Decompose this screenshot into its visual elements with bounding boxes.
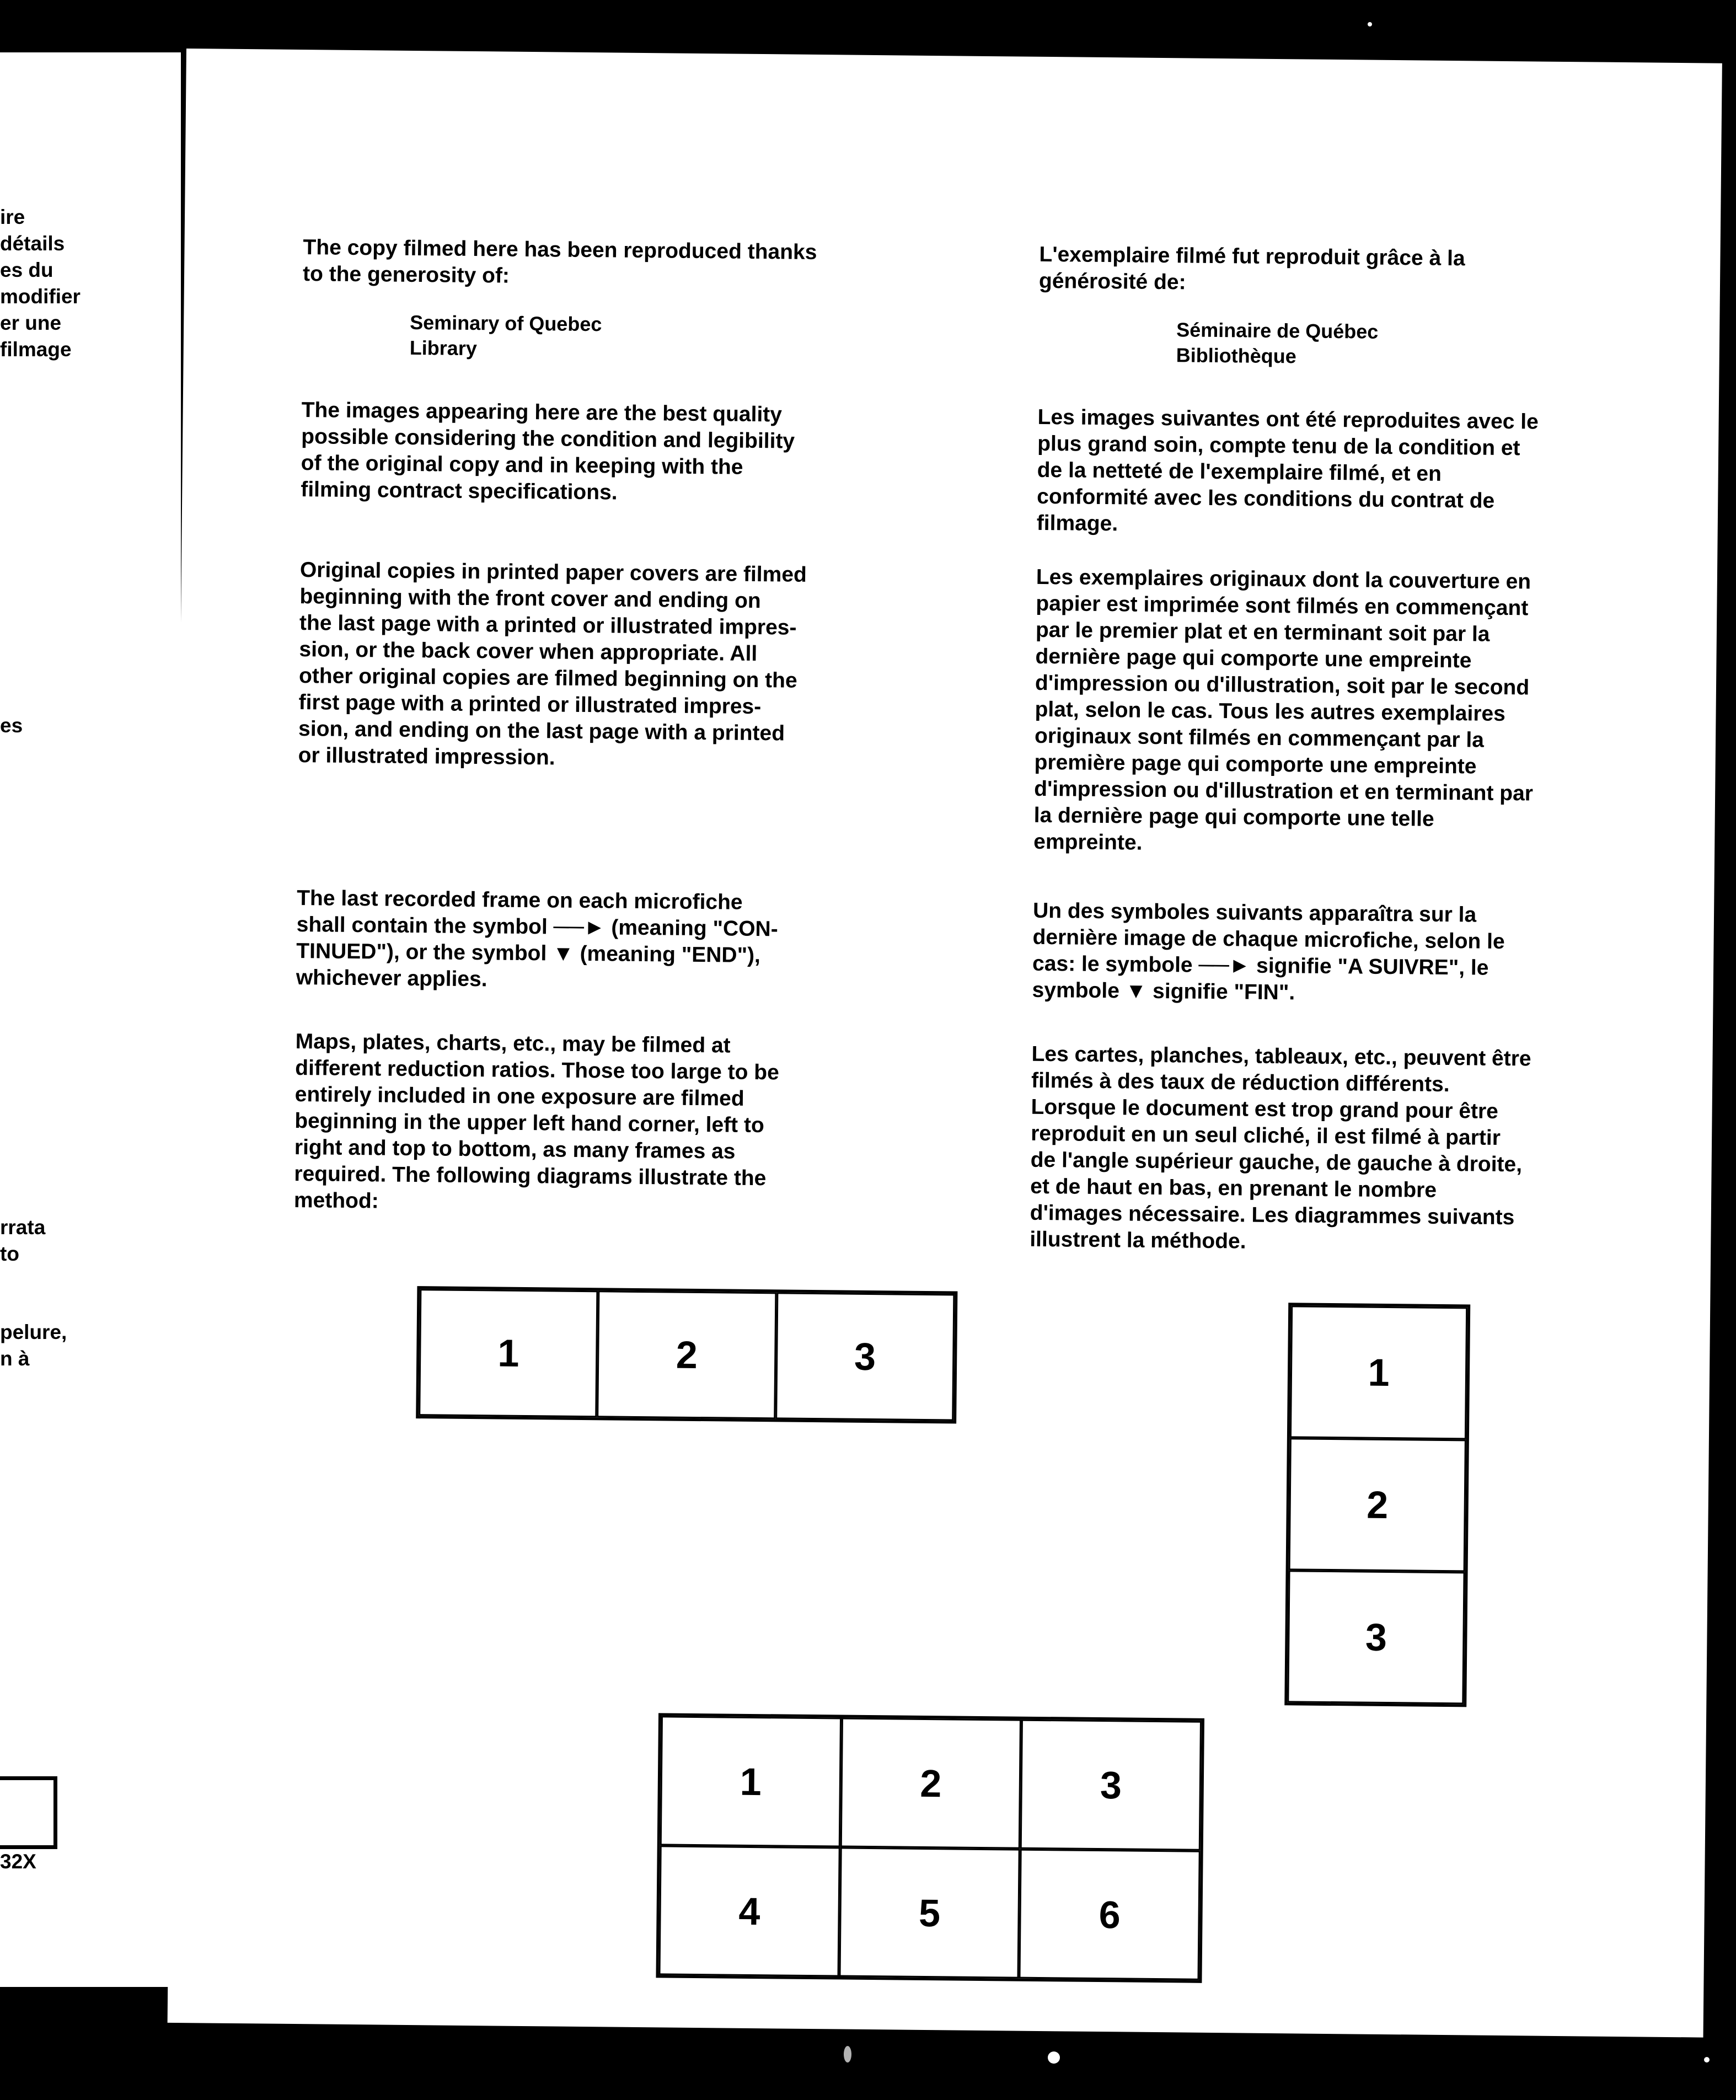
diagram-cell: 2 — [597, 1290, 777, 1419]
partial-box — [0, 1776, 57, 1849]
diagram-cell: 4 — [659, 1845, 840, 1976]
english-symbols: The last recorded frame on each microfiche shall contain the symbol ──► (meaning "CON- TINUED"), or the symbol ▼ (meaning "END"), whichever applies. — [296, 886, 778, 992]
french-institution: Séminaire de Québec Bibliothèque — [1176, 318, 1379, 368]
french-thanks: L'exemplaire filmé fut reproduit grâce à la générosité de: — [1038, 242, 1465, 294]
french-covers: Les exemplaires originaux dont la couverture en papier est imprimée sont filmés en commençant par le premier plat et en terminant soit par la dernière page qui comporte une empreinte d'impression ou d'illustration, soit par le second plat, selon le cas. Tous les autres exemplaires originaux sont filmés en commençant par la première page qui comporte une empreinte d'impression ou d'illustration et en terminant par la dernière page qui comporte une telle empreinte. — [1033, 565, 1534, 855]
diagram-cell: 2 — [1289, 1438, 1466, 1572]
film-speck — [1704, 2057, 1710, 2062]
left-partial-page — [0, 52, 181, 1987]
english-maps: Maps, plates, charts, etc., may be filmed at different reduction ratios. Those too large to be entirely included in one exposure are filmed beginning in the upper left hand corner, left to right and top to bottom, as many frames as required. The following diagrams illustrate the method: — [293, 1029, 780, 1213]
french-maps: Les cartes, planches, tableaux, etc., peuvent être filmés à des taux de réduction différents. Lorsque le document est trop grand pour être reproduit en un seul cliché, il est filmé à partir de l'angle supérieur gauche, de gauche à droite, et de haut en bas, en prenant le nombre d'images nécessaire. Les diagrammes suivants illustrent la méthode. — [1030, 1042, 1531, 1253]
left-fragment: ire — [0, 206, 25, 228]
diagram-cell: 3 — [1020, 1719, 1202, 1851]
diagram-column-of-three — [1284, 1303, 1470, 1707]
diagram-cell: 1 — [419, 1289, 598, 1417]
left-fragment: to — [0, 1242, 19, 1265]
diagram-row-of-three — [416, 1286, 957, 1423]
left-fragment: n à — [0, 1347, 30, 1370]
english-institution: Seminary of Quebec Library — [409, 310, 602, 360]
film-speck — [844, 2046, 851, 2062]
left-fragment: 32X — [0, 1850, 36, 1873]
film-speck — [1048, 2051, 1060, 2064]
diagram-cell: 2 — [840, 1718, 1021, 1849]
left-fragment: modifier — [0, 285, 81, 308]
left-fragment: détails — [0, 232, 65, 255]
diagram-grid-of-six — [656, 1713, 1204, 1983]
left-fragment: er une — [0, 312, 62, 334]
left-fragment: es — [0, 714, 23, 737]
diagram-cell: 1 — [1290, 1305, 1467, 1439]
french-quality: Les images suivantes ont été reproduites avec le plus grand soin, compte tenu de la condition et de la netteté de l'exemplaire filmé, et en conformité avec les conditions du contrat de filmage. — [1036, 405, 1539, 536]
diagram-cell: 5 — [839, 1847, 1020, 1979]
english-quality: The images appearing here are the best quality possible considering the condition and legibility of the original copy and in keeping with the filming contract specifications. — [301, 398, 795, 505]
left-fragment: es du — [0, 259, 53, 281]
film-speck — [1368, 22, 1372, 26]
diagram-cell: 3 — [1287, 1570, 1465, 1704]
main-page — [168, 49, 1722, 2038]
left-fragment: rrata — [0, 1216, 46, 1239]
french-symbols: Un des symboles suivants apparaîtra sur la dernière image de chaque microfiche, selon le cas: le symbole ──► signifie "A SUIVRE", le symbole ▼ signifie "FIN". — [1032, 898, 1505, 1005]
diagram-cell: 1 — [660, 1716, 842, 1847]
diagram-cell: 3 — [775, 1292, 955, 1421]
left-fragment: filmage — [0, 338, 72, 361]
english-thanks: The copy filmed here has been reproduced thanks to the generosity of: — [302, 235, 817, 288]
english-covers: Original copies in printed paper covers are filmed beginning with the front cover and ending on the last page with a printed or illustrated impres- sion, or the back cover when appropriate. All other original copies are filmed beginning on the first page with a printed or illustrated impres- sion, and ending on the last page with a printed or illustrated impression. — [298, 558, 807, 770]
left-fragment: pelure, — [0, 1321, 67, 1343]
diagram-cell: 6 — [1019, 1849, 1201, 1980]
